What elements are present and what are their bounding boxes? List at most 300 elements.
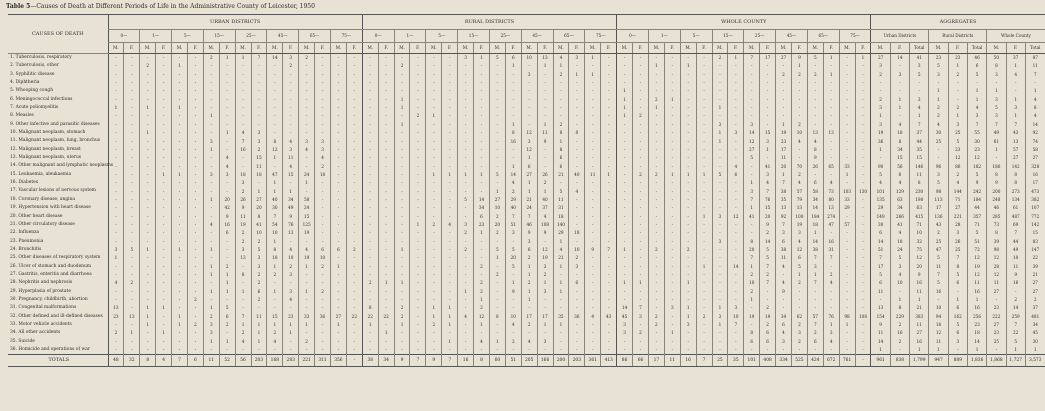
value-cell: -: [728, 196, 744, 204]
value-cell: -: [108, 271, 124, 279]
value-cell: -: [617, 196, 633, 204]
value-cell: 35: [910, 146, 929, 154]
value-cell: -: [124, 121, 140, 129]
value-cell: -: [664, 263, 680, 271]
value-cell: 13: [124, 313, 140, 321]
value-cell: 48: [108, 355, 124, 367]
value-cell: 1: [235, 288, 251, 296]
value-cell: -: [489, 121, 505, 129]
value-cell: 221: [948, 213, 967, 221]
value-cell: 9: [505, 288, 521, 296]
value-cell: -: [601, 112, 617, 120]
value-cell: -: [617, 121, 633, 129]
value-cell: -: [378, 71, 394, 79]
value-cell: -: [521, 329, 537, 337]
value-cell: 182: [967, 162, 986, 170]
value-cell: -: [394, 54, 410, 63]
value-cell: -: [617, 162, 633, 170]
cause-label: 14. Other malignant and lymphatic neoplasms: [10, 163, 114, 169]
table-row: [8, 121, 1045, 129]
value-cell: 15: [251, 154, 267, 162]
value-cell: 23: [967, 321, 986, 329]
value-cell: -: [346, 355, 362, 367]
value-cell: -: [315, 346, 331, 355]
value-cell: 1: [712, 321, 728, 329]
value-cell: 7: [807, 321, 823, 329]
value-cell: -: [156, 296, 172, 304]
age-band-header: 1—: [394, 30, 426, 43]
value-cell: 4: [760, 179, 776, 187]
value-cell: -: [585, 188, 601, 196]
value-cell: -: [910, 79, 929, 87]
value-cell: -: [187, 238, 203, 246]
value-cell: -: [140, 271, 156, 279]
value-cell: -: [929, 79, 948, 87]
value-cell: -: [585, 196, 601, 204]
value-cell: -: [839, 54, 855, 63]
value-cell: -: [315, 229, 331, 237]
value-cell: 22: [378, 313, 394, 321]
value-cell: -: [187, 288, 203, 296]
value-cell: 21: [910, 304, 929, 312]
value-cell: -: [648, 329, 664, 337]
value-cell: 11: [283, 154, 299, 162]
value-cell: 1: [235, 321, 251, 329]
value-cell: 6: [807, 338, 823, 346]
value-cell: -: [839, 62, 855, 70]
value-cell: -: [394, 229, 410, 237]
aggregate-sex-header: M.: [987, 43, 1006, 54]
value-cell: 35: [776, 196, 792, 204]
value-cell: -: [362, 246, 378, 254]
value-cell: -: [948, 79, 967, 87]
value-cell: -: [124, 87, 140, 95]
value-cell: 34: [890, 146, 909, 154]
value-cell: 1: [219, 54, 235, 63]
value-cell: -: [617, 288, 633, 296]
value-cell: 229: [890, 313, 909, 321]
value-cell: -: [267, 296, 283, 304]
value-cell: 3: [760, 171, 776, 179]
value-cell: -: [108, 263, 124, 271]
value-cell: 3: [776, 229, 792, 237]
value-cell: 1: [474, 54, 490, 63]
value-cell: -: [890, 288, 909, 296]
value-cell: 6: [728, 171, 744, 179]
table-row: [8, 279, 1045, 287]
value-cell: 361: [585, 355, 601, 367]
cause-label: 28. Nephritis and nephrosis: [10, 280, 73, 286]
value-cell: 4: [283, 162, 299, 170]
value-cell: -: [187, 279, 203, 287]
value-cell: -: [489, 112, 505, 120]
value-cell: -: [378, 96, 394, 104]
value-cell: -: [108, 154, 124, 162]
value-cell: 1: [362, 321, 378, 329]
value-cell: 5: [124, 246, 140, 254]
value-cell: -: [251, 346, 267, 355]
value-cell: 21: [553, 171, 569, 179]
value-cell: -: [664, 196, 680, 204]
value-cell: -: [283, 87, 299, 95]
value-cell: -: [283, 71, 299, 79]
value-cell: 76: [823, 313, 839, 321]
value-cell: -: [330, 121, 346, 129]
value-cell: 1: [948, 62, 967, 70]
value-cell: 184: [807, 213, 823, 221]
value-cell: -: [283, 129, 299, 137]
value-cell: 2: [394, 304, 410, 312]
value-cell: -: [426, 162, 442, 170]
value-cell: 1: [442, 304, 458, 312]
aggregate-sex-header: M.: [871, 43, 890, 54]
value-cell: -: [489, 162, 505, 170]
value-cell: -: [617, 213, 633, 221]
value-cell: 3: [108, 246, 124, 254]
value-cell: 22: [1025, 254, 1044, 262]
value-cell: 4: [315, 154, 331, 162]
value-cell: -: [839, 288, 855, 296]
value-cell: -: [378, 121, 394, 129]
value-cell: 3: [712, 213, 728, 221]
value-cell: 29: [871, 204, 890, 212]
value-cell: -: [251, 104, 267, 112]
value-cell: 205: [521, 355, 537, 367]
value-cell: -: [855, 96, 871, 104]
value-cell: -: [617, 238, 633, 246]
value-cell: -: [807, 171, 823, 179]
value-cell: -: [394, 196, 410, 204]
table-row: [8, 238, 1045, 246]
sex-header: F.: [537, 43, 553, 54]
age-band-header: 45—: [776, 30, 808, 43]
value-cell: 1: [791, 271, 807, 279]
aggregate-subgroup-header: Rural Districts: [929, 30, 987, 43]
value-cell: -: [330, 62, 346, 70]
value-cell: 2: [458, 246, 474, 254]
value-cell: 1: [537, 279, 553, 287]
value-cell: 86: [948, 162, 967, 170]
value-cell: -: [553, 346, 569, 355]
cause-label: 12. Malignant neoplasm, breast: [10, 146, 81, 152]
value-cell: -: [1025, 79, 1044, 87]
value-cell: 2: [474, 263, 490, 271]
value-cell: -: [187, 121, 203, 129]
age-band-header: 65—: [299, 30, 331, 43]
value-cell: -: [362, 346, 378, 355]
value-cell: 2: [140, 62, 156, 70]
value-cell: -: [839, 329, 855, 337]
value-cell: -: [855, 271, 871, 279]
value-cell: -: [458, 112, 474, 120]
value-cell: -: [839, 263, 855, 271]
value-cell: -: [315, 329, 331, 337]
value-cell: -: [489, 104, 505, 112]
value-cell: -: [172, 87, 188, 95]
value-cell: -: [203, 346, 219, 355]
value-cell: -: [505, 296, 521, 304]
value-cell: -: [410, 304, 426, 312]
value-cell: -: [680, 271, 696, 279]
value-cell: -: [362, 271, 378, 279]
table-row: [8, 96, 1045, 104]
cause-label: 34. All other accidents: [10, 330, 61, 336]
value-cell: 11: [235, 213, 251, 221]
value-cell: -: [346, 71, 362, 79]
value-cell: 11: [664, 355, 680, 367]
value-cell: -: [633, 196, 649, 204]
value-cell: -: [521, 104, 537, 112]
value-cell: -: [315, 87, 331, 95]
value-cell: 3: [283, 271, 299, 279]
value-cell: 11: [910, 171, 929, 179]
value-cell: 9: [537, 137, 553, 145]
value-cell: -: [744, 162, 760, 170]
value-cell: 6: [948, 304, 967, 312]
value-cell: -: [505, 87, 521, 95]
cause-label: 26. Ulcer of stomach and duodenum: [10, 263, 91, 269]
value-cell: -: [394, 288, 410, 296]
value-cell: -: [839, 129, 855, 137]
sex-header: M.: [744, 43, 760, 54]
value-cell: 23: [283, 313, 299, 321]
value-cell: -: [410, 79, 426, 87]
value-cell: -: [187, 246, 203, 254]
value-cell: 4: [929, 121, 948, 129]
value-cell: 1: [1006, 62, 1025, 70]
value-cell: -: [219, 254, 235, 262]
value-cell: 86: [617, 355, 633, 367]
value-cell: -: [203, 79, 219, 87]
value-cell: 23: [987, 304, 1006, 312]
value-cell: 9: [426, 355, 442, 367]
value-cell: 27: [1025, 288, 1044, 296]
value-cell: -: [680, 329, 696, 337]
value-cell: -: [712, 196, 728, 204]
value-cell: 8: [1025, 104, 1044, 112]
value-cell: -: [474, 79, 490, 87]
value-cell: 18: [929, 321, 948, 329]
value-cell: -: [203, 104, 219, 112]
value-cell: -: [187, 346, 203, 355]
age-band-header: 45—: [521, 30, 553, 43]
value-cell: 1: [203, 263, 219, 271]
sex-header: M.: [203, 43, 219, 54]
value-cell: 4: [910, 104, 929, 112]
value-cell: -: [807, 304, 823, 312]
value-cell: 13: [807, 129, 823, 137]
value-cell: -: [680, 104, 696, 112]
value-cell: 8: [910, 179, 929, 187]
value-cell: -: [108, 71, 124, 79]
value-cell: 8: [569, 129, 585, 137]
value-cell: -: [219, 146, 235, 154]
value-cell: 18: [251, 171, 267, 179]
value-cell: -: [156, 62, 172, 70]
value-cell: -: [839, 246, 855, 254]
value-cell: -: [299, 104, 315, 112]
value-cell: 4: [283, 137, 299, 145]
value-cell: -: [156, 54, 172, 63]
value-cell: -: [124, 96, 140, 104]
value-cell: 15: [760, 204, 776, 212]
value-cell: -: [929, 296, 948, 304]
value-cell: 26: [537, 171, 553, 179]
value-cell: -: [203, 254, 219, 262]
value-cell: -: [124, 271, 140, 279]
value-cell: -: [156, 129, 172, 137]
value-cell: -: [172, 154, 188, 162]
value-cell: 27: [1025, 279, 1044, 287]
value-cell: -: [442, 129, 458, 137]
value-cell: -: [823, 171, 839, 179]
aggregate-subgroup-header: Urban Districts: [871, 30, 929, 43]
value-cell: 947: [929, 355, 948, 367]
value-cell: -: [760, 121, 776, 129]
value-cell: -: [601, 137, 617, 145]
value-cell: 3: [283, 146, 299, 154]
value-cell: 4: [585, 313, 601, 321]
value-cell: -: [330, 213, 346, 221]
aggregate-sex-header: Total: [910, 43, 929, 54]
value-cell: -: [203, 188, 219, 196]
value-cell: -: [569, 288, 585, 296]
value-cell: 4: [890, 179, 909, 187]
value-cell: 2: [267, 271, 283, 279]
value-cell: -: [219, 96, 235, 104]
value-cell: -: [664, 71, 680, 79]
value-cell: 1: [617, 246, 633, 254]
value-cell: -: [378, 263, 394, 271]
value-cell: 92: [776, 213, 792, 221]
value-cell: -: [124, 296, 140, 304]
value-cell: -: [648, 304, 664, 312]
value-cell: -: [791, 104, 807, 112]
value-cell: -: [712, 154, 728, 162]
value-cell: -: [378, 296, 394, 304]
value-cell: -: [330, 96, 346, 104]
value-cell: 7: [235, 313, 251, 321]
value-cell: -: [664, 338, 680, 346]
value-cell: 9: [791, 54, 807, 63]
value-cell: -: [823, 154, 839, 162]
value-cell: -: [362, 79, 378, 87]
value-cell: -: [648, 229, 664, 237]
value-cell: 65: [823, 162, 839, 170]
value-cell: 2: [553, 121, 569, 129]
value-cell: 4: [791, 137, 807, 145]
value-cell: -: [108, 129, 124, 137]
value-cell: -: [855, 137, 871, 145]
value-cell: 19: [537, 254, 553, 262]
value-cell: -: [378, 204, 394, 212]
value-cell: 408: [760, 355, 776, 367]
value-cell: 4: [267, 338, 283, 346]
value-cell: -: [410, 246, 426, 254]
value-cell: -: [664, 229, 680, 237]
value-cell: -: [712, 87, 728, 95]
value-cell: 9: [760, 221, 776, 229]
value-cell: 1: [712, 137, 728, 145]
value-cell: -: [633, 229, 649, 237]
value-cell: 2: [251, 238, 267, 246]
value-cell: -: [696, 279, 712, 287]
value-cell: 12: [521, 146, 537, 154]
value-cell: -: [664, 112, 680, 120]
value-cell: -: [140, 121, 156, 129]
value-cell: 16: [458, 355, 474, 367]
value-cell: -: [474, 87, 490, 95]
value-cell: -: [648, 196, 664, 204]
value-cell: -: [633, 129, 649, 137]
value-cell: 60: [489, 355, 505, 367]
value-cell: 7: [776, 221, 792, 229]
value-cell: -: [315, 54, 331, 63]
table-number: Table 5: [6, 3, 31, 10]
value-cell: 2: [235, 238, 251, 246]
value-cell: -: [712, 338, 728, 346]
value-cell: -: [410, 54, 426, 63]
value-cell: 1: [267, 188, 283, 196]
value-cell: -: [617, 296, 633, 304]
value-cell: 1: [664, 96, 680, 104]
value-cell: -: [648, 263, 664, 271]
value-cell: 2: [890, 321, 909, 329]
sex-header: F.: [791, 43, 807, 54]
value-cell: 12: [910, 254, 929, 262]
value-cell: 11: [871, 329, 890, 337]
value-cell: -: [172, 146, 188, 154]
value-cell: -: [696, 179, 712, 187]
value-cell: 3: [315, 137, 331, 145]
sex-header: M.: [489, 43, 505, 54]
value-cell: 2: [187, 296, 203, 304]
cause-label: 24. Bronchitis: [10, 246, 42, 252]
value-cell: -: [283, 346, 299, 355]
value-cell: 7: [1006, 321, 1025, 329]
value-cell: 2: [791, 121, 807, 129]
value-cell: -: [664, 204, 680, 212]
age-band-header: 25—: [489, 30, 521, 43]
value-cell: 1: [203, 246, 219, 254]
value-cell: -: [648, 271, 664, 279]
value-cell: -: [330, 338, 346, 346]
value-cell: -: [664, 79, 680, 87]
value-cell: -: [617, 79, 633, 87]
value-cell: -: [442, 179, 458, 187]
value-cell: -: [569, 87, 585, 95]
value-cell: -: [394, 271, 410, 279]
value-cell: -: [187, 254, 203, 262]
value-cell: 1: [948, 112, 967, 120]
value-cell: -: [823, 263, 839, 271]
value-cell: 103: [839, 188, 855, 196]
value-cell: -: [648, 137, 664, 145]
value-cell: 125: [299, 221, 315, 229]
cause-label: 29. Hyperplasia of prostate: [10, 288, 71, 294]
value-cell: 2: [474, 288, 490, 296]
value-cell: -: [140, 96, 156, 104]
value-cell: -: [601, 254, 617, 262]
value-cell: 14: [807, 204, 823, 212]
value-cell: -: [315, 188, 331, 196]
value-cell: 5: [744, 154, 760, 162]
value-cell: 7: [987, 121, 1006, 129]
value-cell: -: [156, 213, 172, 221]
value-cell: -: [187, 154, 203, 162]
value-cell: -: [346, 338, 362, 346]
value-cell: -: [553, 296, 569, 304]
